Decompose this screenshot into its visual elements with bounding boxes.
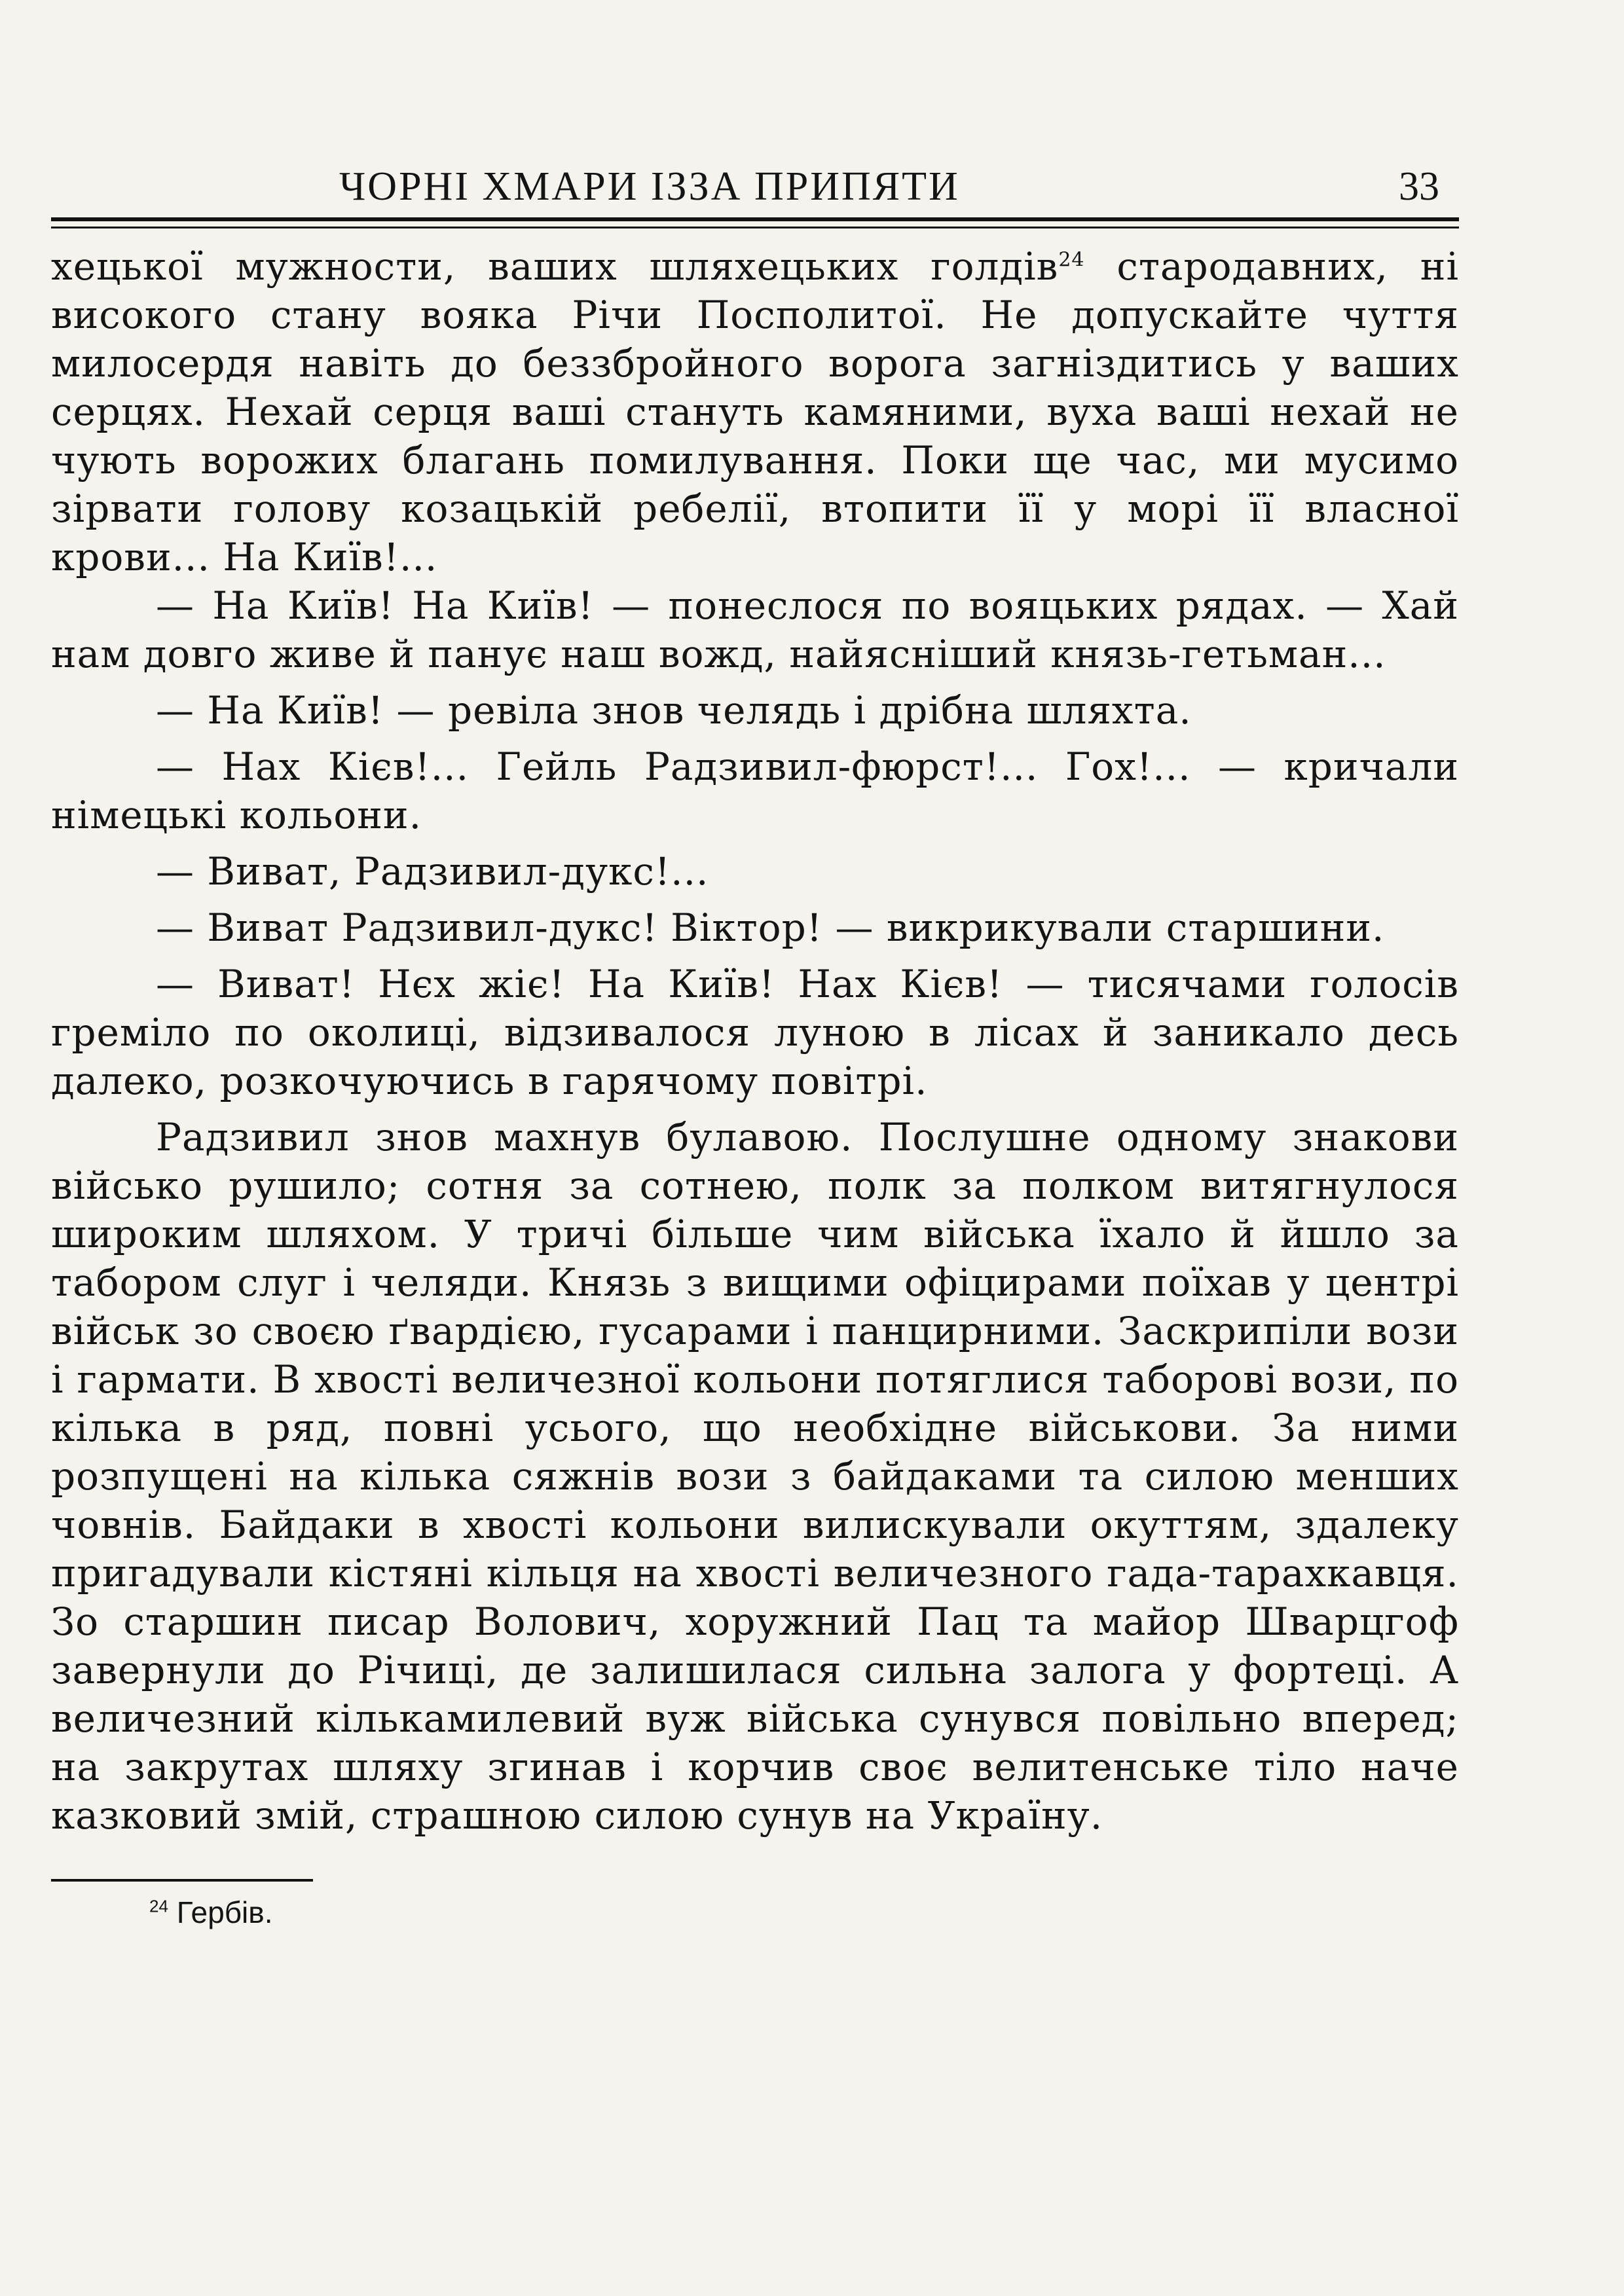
paragraph-8: Радзивил знов махнув булавою. Послушне одному знакови військо рушило; сотня за сотнею, полк за полком витягнулося широким шляхом. У тричі більше чим війська їхало й йшло за табором слуг і челяди. Князь з вищими офіцирами поїхав у центрі військ зо своєю ґвардією, гусарами і панцирними. Заскрипіли вози і гармати. В хвості величезної кольони потяглися таборові вози, по кілька в ряд, повні усього, що необхідне військови. За ними розпущені на кілька сяжнів вози з байдаками та силою менших човнів. Байдаки в хвості кольони вилискували окуттям, здалеку пригадували кістяні кільця на хвості величезного гада-тарахкавця. Зо старшин писар Волович, хоружний Пац та майор Шварцгоф завернули до Річиці, де залишилася сильна залога у фортеці. А величезний кількамилевий вуж війська сунувся повільно вперед; на закрутах шляху згинав і корчив своє велитенське тіло наче казковий змій, страшною силою сунув на Україну. xyxy=(51,1115,1459,1838)
footnote-ref: 24 xyxy=(1058,248,1085,272)
paragraph-1-text: хецької мужности, ваших шляхецьких голдів xyxy=(51,244,1059,289)
running-head xyxy=(51,151,1459,229)
header-rule-thin xyxy=(51,227,1459,228)
paragraph-7: — Виват! Нєх жіє! На Київ! Нах Кієв! — тисячами голосів греміло по околиці, відзивалося луною в лісах й заникало десь далеко, розкочуючись в гарячому повітрі. xyxy=(51,962,1459,1103)
paragraph-5: — Виват, Радзивил-дукс!... xyxy=(156,849,709,894)
paragraph-1-text-cont: стародавних, ні високого стану вояка Річи Посполитої. Не допускайте чуття милосердя навіть до беззбройного ворога загніздитись у ваших серцях. Нехай серця ваші стануть камяними, вуха ваші нехай не чують ворожих благань помилування. Поки ще час, ми мусимо зірвати голову козацькій ребелії, втопити її у морі її власної крови... На Київ!... xyxy=(51,244,1459,579)
paragraph-2: — На Київ! На Київ! — понеслося по вояцьких рядах. — Хай нам довго живе й панує наш вожд, найясніший князь-гетьман... xyxy=(51,583,1459,676)
footnote-marker: 24 xyxy=(149,1896,168,1916)
footnote-text: Гербів. xyxy=(176,1895,273,1929)
paragraph-4: — Нах Кієв!... Гейль Радзивил-фюрст!... Гох!... — кричали німецькі кольони. xyxy=(51,744,1459,837)
paragraph-6: — Виват Радзивил-дукс! Віктор! — викрикували старшини. xyxy=(156,905,1385,950)
page-number: 33 xyxy=(1399,164,1439,209)
running-title: ЧОРНІ ХМАРИ ІЗЗА ПРИПЯТИ xyxy=(339,164,960,209)
paragraph-1 xyxy=(51,242,1459,581)
body-text xyxy=(51,242,1459,1840)
footnote-rule xyxy=(51,1879,313,1882)
paragraph-3: — На Київ! — ревіла знов челядь і дрібна шляхта. xyxy=(156,688,1192,733)
footnote xyxy=(149,1895,1459,1930)
page xyxy=(51,151,1459,2246)
header-rule-thick xyxy=(51,217,1459,221)
